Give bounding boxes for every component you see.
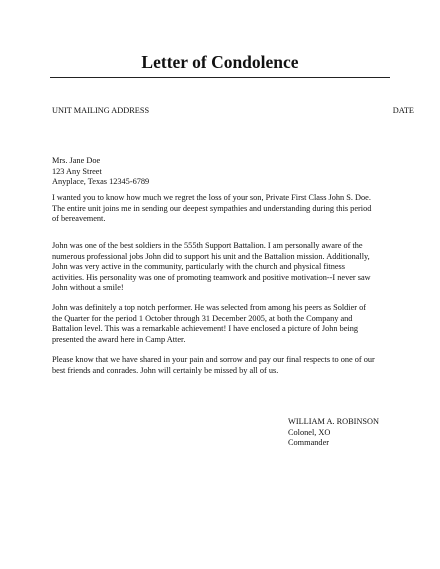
paragraph-line: presented the award here in Camp Atter. — [52, 334, 186, 344]
paragraph-line: Please know that we have shared in your pain and sorrow and pay our final respects to one of our — [52, 355, 375, 364]
paragraph-4 — [52, 355, 375, 376]
paragraph-line: John was one of the best soldiers in the 555th Support Battalion. I am personally aware of the — [52, 241, 363, 250]
paragraph-3 — [52, 303, 366, 345]
paragraph-line: John was definitely a top notch performer. He was selected from among his peers as Soldier of — [52, 303, 367, 312]
unit-mailing-address: UNIT MAILING ADDRESS — [52, 106, 150, 115]
paragraph-line: numerous professional jobs John did to support his unit and the Battalion mission. Additionally, — [52, 251, 370, 261]
paragraph-line: John without a smile! — [52, 283, 124, 293]
recipient-name: Mrs. Jane Doe — [52, 156, 101, 165]
paragraph-line: of bereavement. — [52, 214, 106, 224]
signer-position: Commander — [288, 438, 330, 448]
paragraph-line: John was very active in the community, particularly with the church and physical fitness — [52, 262, 345, 272]
paragraph-line: Battalion level. This was a remarkable achievement! I have enclosed a picture of John being — [52, 324, 359, 334]
signature-block — [288, 417, 379, 449]
date-field: DATE — [392, 106, 414, 115]
paragraph-line: The entire unit joins me in sending our deepest sympathies and understanding during this period — [52, 203, 372, 213]
paragraph-1 — [52, 193, 371, 225]
recipient-street: 123 Any Street — [52, 166, 102, 176]
title-divider — [50, 77, 390, 78]
paragraph-line: best friends and conrades. John will certainly be missed by all of us. — [52, 365, 279, 375]
paragraph-2 — [52, 241, 371, 294]
signer-rank: Colonel, XO — [288, 427, 331, 437]
letter-title: Letter of Condolence — [141, 52, 299, 72]
paragraph-line: activities. His personality was one of promoting teamwork and positive motivation--I never saw — [52, 272, 371, 282]
paragraph-line: I wanted you to know how much we regret the loss of your son, Private First Class John S. Doe. — [52, 193, 371, 202]
signer-name: WILLIAM A. ROBINSON — [288, 417, 380, 426]
recipient-city: Anyplace, Texas 12345-6789 — [52, 177, 150, 187]
recipient-address — [52, 156, 149, 188]
paragraph-line: the Quarter for the period 1 October through 31 December 2005, at both the Company and — [52, 313, 353, 323]
